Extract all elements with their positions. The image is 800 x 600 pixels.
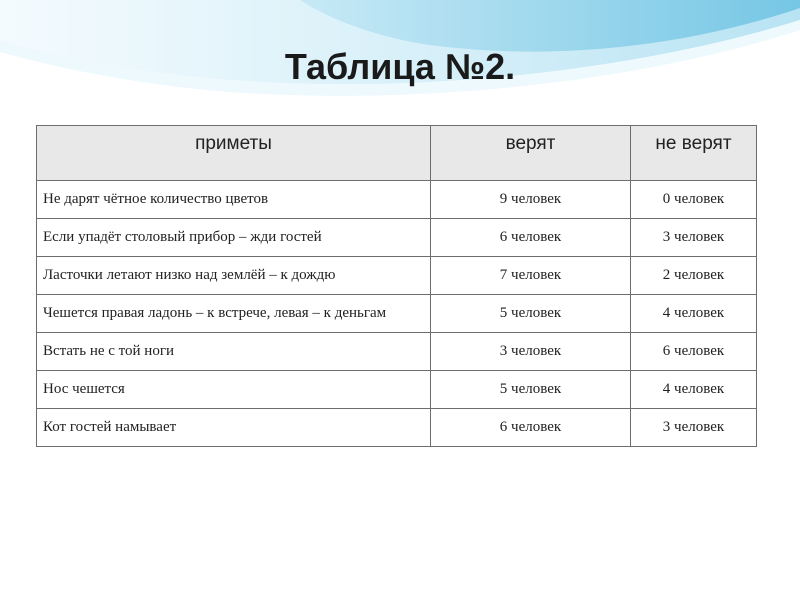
sign-cell: Если упадёт столовый прибор – жди гостей	[37, 219, 431, 257]
believe-cell: 7 человек	[431, 257, 631, 295]
sign-cell: Кот гостей намывает	[37, 409, 431, 447]
sign-cell: Ласточки летают низко над землёй – к дождю	[37, 257, 431, 295]
column-header-not-believe: не верят	[631, 126, 757, 181]
column-header-signs: приметы	[37, 126, 431, 181]
sign-cell: Нос чешется	[37, 371, 431, 409]
believe-cell: 9 человек	[431, 181, 631, 219]
slide-title: Таблица №2.	[284, 46, 516, 87]
not-believe-cell: 0 человек	[631, 181, 757, 219]
not-believe-cell: 3 человек	[631, 409, 757, 447]
table-row	[37, 219, 757, 257]
table-row	[37, 409, 757, 447]
column-header-believe: верят	[431, 126, 631, 181]
believe-cell: 3 человек	[431, 333, 631, 371]
not-believe-cell: 4 человек	[631, 371, 757, 409]
table-header-row	[37, 126, 757, 181]
signs-table	[36, 125, 757, 447]
believe-cell: 5 человек	[431, 295, 631, 333]
table-row	[37, 257, 757, 295]
believe-cell: 6 человек	[431, 409, 631, 447]
table-row	[37, 371, 757, 409]
table-row	[37, 333, 757, 371]
not-believe-cell: 3 человек	[631, 219, 757, 257]
table-row	[37, 295, 757, 333]
sign-cell: Чешется правая ладонь – к встрече, левая – к деньгам	[37, 295, 431, 333]
believe-cell: 6 человек	[431, 219, 631, 257]
not-believe-cell: 4 человек	[631, 295, 757, 333]
believe-cell: 5 человек	[431, 371, 631, 409]
sign-cell: Не дарят чётное количество цветов	[37, 181, 431, 219]
not-believe-cell: 6 человек	[631, 333, 757, 371]
sign-cell: Встать не с той ноги	[37, 333, 431, 371]
table-row	[37, 181, 757, 219]
not-believe-cell: 2 человек	[631, 257, 757, 295]
